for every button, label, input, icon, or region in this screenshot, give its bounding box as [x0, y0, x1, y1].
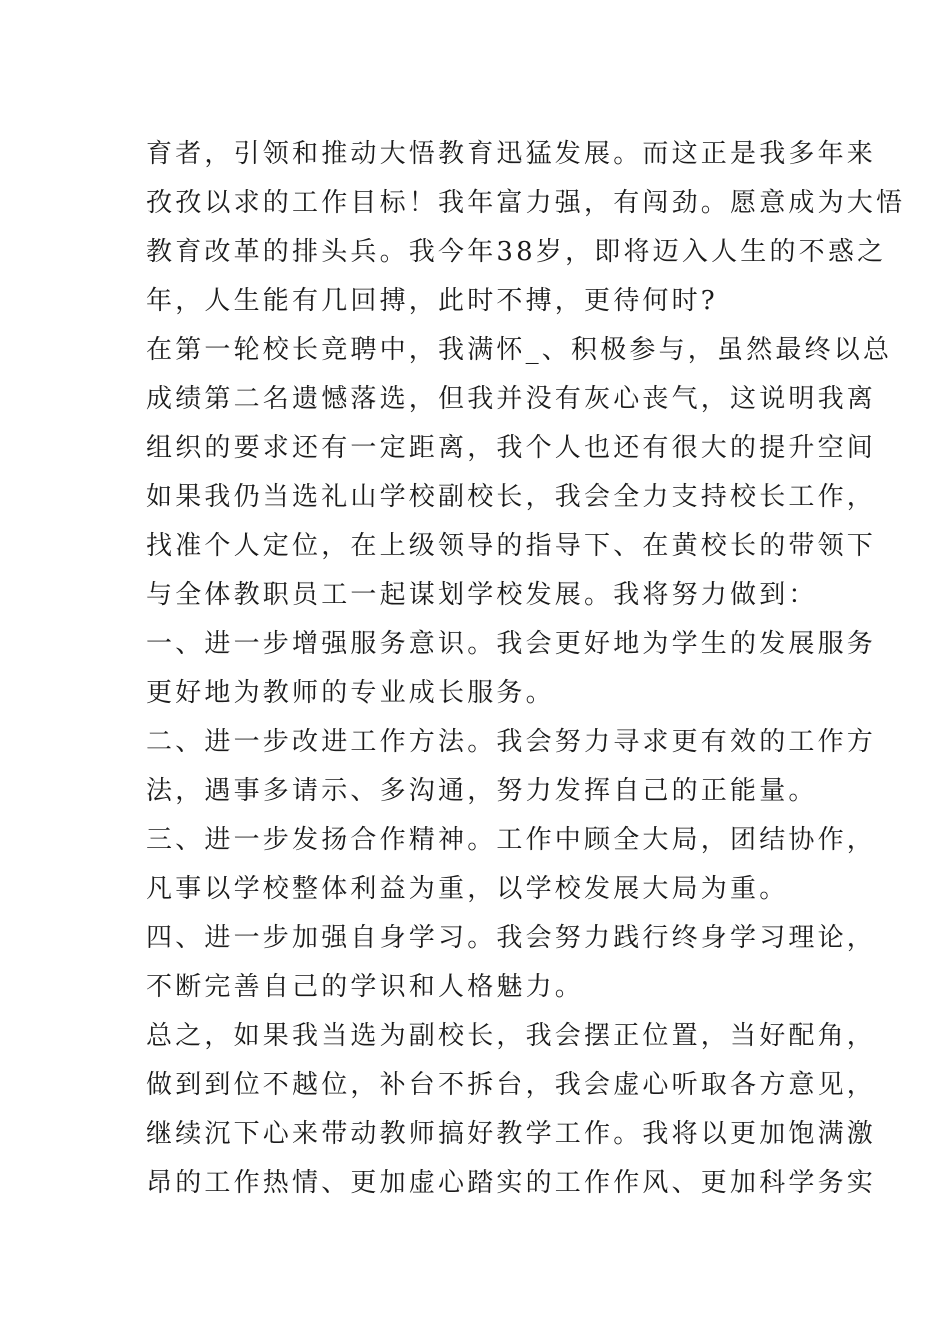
text-line-7: 组织的要求还有一定距离，我个人也还有很大的提升空间	[146, 433, 877, 463]
text-line-11: 一、进一步增强服务意识。我会更好地为学生的发展服务	[146, 629, 877, 659]
text-line-2: 孜孜以求的工作目标！我年富力强，有闯劲。愿意成为大悟	[146, 188, 906, 218]
text-line-10: 与全体教职员工一起谋划学校发展。我将努力做到：	[146, 580, 818, 610]
text-line-1: 育者，引领和推动大悟教育迅猛发展。而这正是我多年来	[146, 139, 877, 169]
text-line-4: 年，人生能有几回搏，此时不搏，更待何时?	[146, 286, 718, 316]
text-line-5: 在第一轮校长竞聘中，我满怀_、积极参与，虽然最终以总	[146, 335, 893, 365]
text-line-6: 成绩第二名遗憾落选，但我并没有灰心丧气，这说明我离	[146, 384, 877, 414]
text-line-9: 找准个人定位，在上级领导的指导下、在黄校长的带领下	[146, 531, 877, 561]
text-line-21: 继续沉下心来带动教师搞好教学工作。我将以更加饱满激	[146, 1119, 877, 1149]
document-body	[146, 130, 906, 1208]
text-line-14: 法，遇事多请示、多沟通，努力发挥自己的正能量。	[146, 776, 818, 806]
text-line-19: 总之，如果我当选为副校长，我会摆正位置，当好配角，	[146, 1021, 877, 1051]
text-line-13: 二、进一步改进工作方法。我会努力寻求更有效的工作方	[146, 727, 877, 757]
text-line-16: 凡事以学校整体利益为重，以学校发展大局为重。	[146, 874, 789, 904]
text-line-3: 教育改革的排头兵。我今年38岁，即将迈入人生的不惑之	[146, 237, 887, 267]
text-line-12: 更好地为教师的专业成长服务。	[146, 678, 555, 708]
text-line-8: 如果我仍当选礼山学校副校长，我会全力支持校长工作，	[146, 482, 877, 512]
text-line-15: 三、进一步发扬合作精神。工作中顾全大局，团结协作，	[146, 825, 877, 855]
text-line-22: 昂的工作热情、更加虚心踏实的工作作风、更加科学务实	[146, 1168, 877, 1198]
text-line-18: 不断完善自己的学识和人格魅力。	[146, 972, 585, 1002]
text-line-20: 做到到位不越位，补台不拆台，我会虚心听取各方意见，	[146, 1070, 877, 1100]
text-line-17: 四、进一步加强自身学习。我会努力践行终身学习理论，	[146, 923, 877, 953]
